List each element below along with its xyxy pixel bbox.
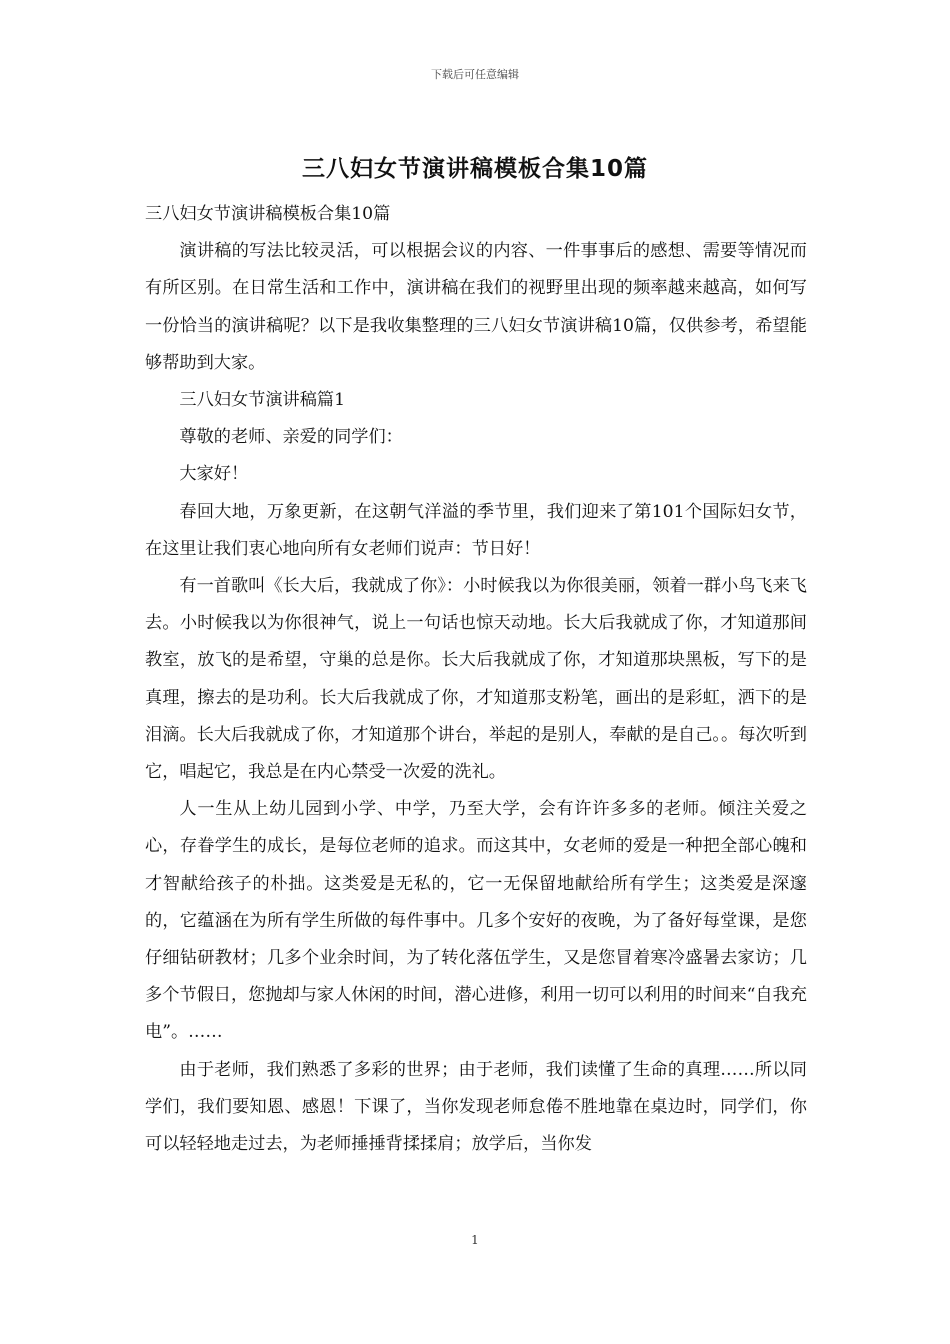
document-body <box>145 196 807 1163</box>
body-paragraph: 春回大地，万象更新，在这朝气洋溢的季节里，我们迎来了第101个国际妇女节，在这里让我们衷心地向所有女老师们说声：节日好！ <box>145 501 807 559</box>
body-paragraph: 由于老师，我们熟悉了多彩的世界；由于老师，我们读懂了生命的真理……所以同学们，我们要知恩、感恩！下课了，当你发现老师怠倦不胜地靠在桌边时，同学们，你可以轻轻地走过去，为老师捶捶背揉揉肩；放学后，当你发 <box>145 1059 807 1155</box>
greeting: 大家好！ <box>179 464 249 485</box>
body-paragraph: 有一首歌叫《长大后，我就成了你》：小时候我以为你很美丽，领着一群小鸟飞来飞去。小时候我以为你很神气，说上一句话也惊天动地。长大后我就成了你，才知道那间教室，放飞的是希望，守巢的总是你。长大后我就成了你，才知道那块黑板，写下的是真理，擦去的是功利。长大后我就成了你，才知道那支粉笔，画出的是彩虹，洒下的是泪滴。长大后我就成了你，才知道那个讲台，举起的是别人，奉献的是自己。。每次听到它，唱起它，我总是在内心禁受一次爱的洗礼。 <box>145 576 807 783</box>
page-header-note: 下载后可任意编辑 <box>431 68 519 81</box>
salutation: 尊敬的老师、亲爱的同学们： <box>179 427 403 448</box>
section-heading: 三八妇女节演讲稿篇1 <box>179 390 346 411</box>
document-title: 三八妇女节演讲稿模板合集10篇 <box>301 156 648 182</box>
intro-paragraph: 演讲稿的写法比较灵活，可以根据会议的内容、一件事事后的感想、需要等情况而有所区别。在日常生活和工作中，演讲稿在我们的视野里出现的频率越来越高，如何写一份恰当的演讲稿呢？以下是我收集整理的三八妇女节演讲稿10篇，仅供参考，希望能够帮助到大家。 <box>145 241 807 373</box>
body-paragraph: 人一生从上幼儿园到小学、中学，乃至大学，会有许许多多的老师。倾注关爱之心，存眷学生的成长，是每位老师的追求。而这其中，女老师的爱是一种把全部心魄和才智献给孩子的朴拙。这类爱是无私的，它一无保留地献给所有学生；这类爱是深邃的，它蕴涵在为所有学生所做的每件事中。几多个安好的夜晚，为了备好每堂课，是您仔细钻研教材；几多个业余时间，为了转化落伍学生，又是您冒着寒冷盛暑去家访；几多个节假日，您抛却与家人休闲的时间，潜心进修，利用一切可以利用的时间来“自我充电”。…… <box>145 799 807 1043</box>
page-number: 1 <box>471 1233 479 1247</box>
subtitle-line: 三八妇女节演讲稿模板合集10篇 <box>145 204 391 224</box>
